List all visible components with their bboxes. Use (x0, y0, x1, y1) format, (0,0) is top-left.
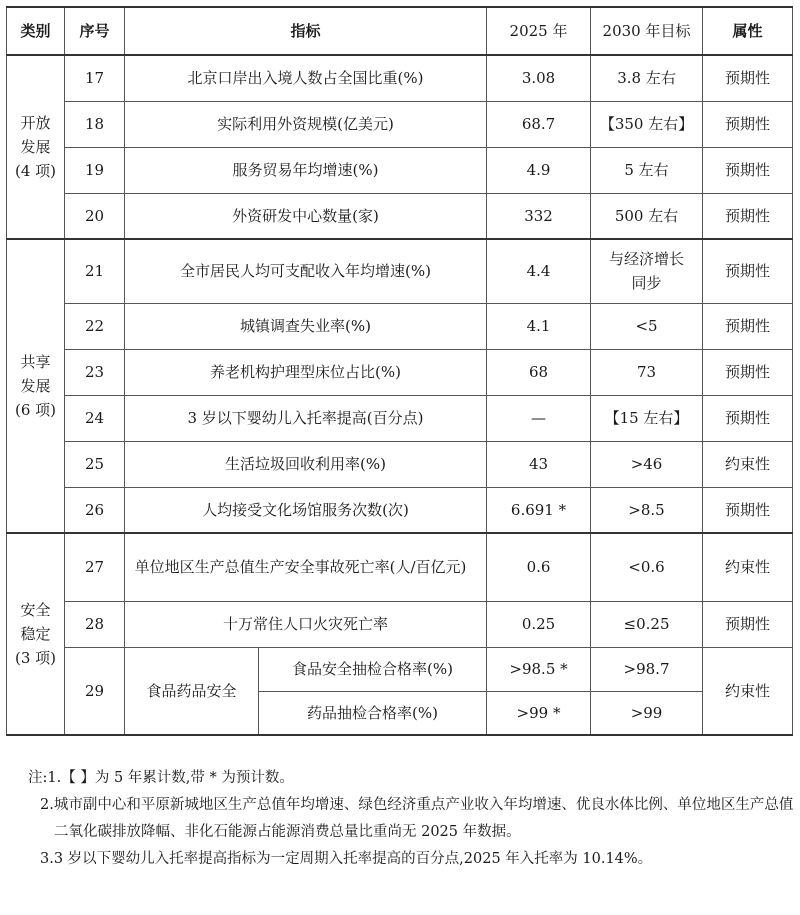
value-2030: 5 左右 (591, 147, 703, 193)
value-2025: 0.25 (487, 601, 591, 647)
attribute: 预期性 (703, 349, 793, 395)
table-row (7, 533, 793, 601)
row-number: 19 (65, 147, 125, 193)
indicator-name: 3 岁以下婴幼儿入托率提高(百分点) (125, 395, 487, 441)
category-cell-open: 开放 发展 (4 项) (7, 55, 65, 239)
indicator-name: 养老机构护理型床位占比(%) (125, 349, 487, 395)
note-2: 2.城市副中心和平原新城地区生产总值年均增速、绿色经济重点产业收入年均增速、优良水体比例、单位地区生产总值二氧化碳排放降幅、非化石能源占能源消费总量比重尚无 2025 年数据。 (40, 797, 794, 840)
row-number: 24 (65, 395, 125, 441)
sub-indicator-name: 食品安全抽检合格率(%) (259, 647, 487, 691)
value-2030: <0.6 (591, 533, 703, 601)
table-row (7, 55, 793, 101)
header-2030-target: 2030 年目标 (591, 7, 703, 55)
header-indicator: 指标 (125, 7, 487, 55)
indicator-name: 北京口岸出入境人数占全国比重(%) (125, 55, 487, 101)
note-3: 3.3 岁以下婴幼儿入托率提高指标为一定周期入托率提高的百分点,2025 年入托率为 10.14%。 (40, 851, 653, 867)
attribute: 预期性 (703, 147, 793, 193)
value-2025: — (487, 395, 591, 441)
value-2025: 4.4 (487, 239, 591, 303)
attribute: 预期性 (703, 303, 793, 349)
header-2025: 2025 年 (487, 7, 591, 55)
indicator-name: 十万常住人口火灾死亡率 (125, 601, 487, 647)
table-row (7, 303, 793, 349)
indicator-name: 单位地区生产总值生产安全事故死亡率(人/百亿元) (125, 533, 487, 601)
row-number: 25 (65, 441, 125, 487)
sub-indicator-name: 药品抽检合格率(%) (259, 691, 487, 735)
value-2030: 500 左右 (591, 193, 703, 239)
header-category: 类别 (7, 7, 65, 55)
category-cell-shared: 共享 发展 (6 项) (7, 239, 65, 533)
row-number: 21 (65, 239, 125, 303)
indicator-table (6, 6, 793, 736)
row-number: 20 (65, 193, 125, 239)
value-2030: >99 (591, 691, 703, 735)
attribute: 预期性 (703, 101, 793, 147)
value-2030: <5 (591, 303, 703, 349)
row-number: 18 (65, 101, 125, 147)
attribute: 预期性 (703, 395, 793, 441)
value-2030: 73 (591, 349, 703, 395)
attribute: 预期性 (703, 487, 793, 533)
row-number: 28 (65, 601, 125, 647)
indicator-name: 外资研发中心数量(家) (125, 193, 487, 239)
value-2025: >99 * (487, 691, 591, 735)
note-1: 注:1.【 】为 5 年累计数,带 * 为预计数。 (28, 770, 294, 786)
indicator-name: 城镇调查失业率(%) (125, 303, 487, 349)
attribute: 约束性 (703, 533, 793, 601)
value-2025: 43 (487, 441, 591, 487)
header-number: 序号 (65, 7, 125, 55)
table-row (7, 193, 793, 239)
table-header-row (7, 7, 793, 55)
table-row (7, 349, 793, 395)
category-cell-safety: 安全 稳定 (3 项) (7, 533, 65, 735)
indicator-name: 人均接受文化场馆服务次数(次) (125, 487, 487, 533)
table-row (7, 441, 793, 487)
attribute: 预期性 (703, 239, 793, 303)
value-2025: 4.9 (487, 147, 591, 193)
attribute: 预期性 (703, 55, 793, 101)
table-row (7, 239, 793, 303)
row-number: 23 (65, 349, 125, 395)
table-row (7, 647, 793, 691)
value-2030: >46 (591, 441, 703, 487)
row-number: 27 (65, 533, 125, 601)
table-row (7, 101, 793, 147)
value-2030: >98.7 (591, 647, 703, 691)
value-2030: 【15 左右】 (591, 395, 703, 441)
attribute: 约束性 (703, 441, 793, 487)
value-2030: 3.8 左右 (591, 55, 703, 101)
table-row (7, 147, 793, 193)
indicator-group-name: 食品药品安全 (125, 647, 259, 735)
value-2025: 68.7 (487, 101, 591, 147)
indicator-name: 全市居民人均可支配收入年均增速(%) (125, 239, 487, 303)
row-number: 26 (65, 487, 125, 533)
value-2025: 332 (487, 193, 591, 239)
table-notes (10, 765, 795, 873)
value-2025: 6.691 * (487, 487, 591, 533)
indicator-name: 生活垃圾回收利用率(%) (125, 441, 487, 487)
attribute: 预期性 (703, 601, 793, 647)
value-2025: 4.1 (487, 303, 591, 349)
value-2030: >8.5 (591, 487, 703, 533)
row-number: 22 (65, 303, 125, 349)
attribute: 约束性 (703, 647, 793, 735)
header-attribute: 属性 (703, 7, 793, 55)
table-row (7, 395, 793, 441)
row-number: 29 (65, 647, 125, 735)
value-2030: ≤0.25 (591, 601, 703, 647)
value-2030: 与经济增长同步 (591, 239, 703, 303)
value-2025: 3.08 (487, 55, 591, 101)
attribute: 预期性 (703, 193, 793, 239)
indicator-name: 服务贸易年均增速(%) (125, 147, 487, 193)
value-2030: 【350 左右】 (591, 101, 703, 147)
table-row (7, 601, 793, 647)
indicator-name: 实际利用外资规模(亿美元) (125, 101, 487, 147)
value-2025: 0.6 (487, 533, 591, 601)
table-row (7, 487, 793, 533)
row-number: 17 (65, 55, 125, 101)
value-2025: 68 (487, 349, 591, 395)
value-2025: >98.5 * (487, 647, 591, 691)
